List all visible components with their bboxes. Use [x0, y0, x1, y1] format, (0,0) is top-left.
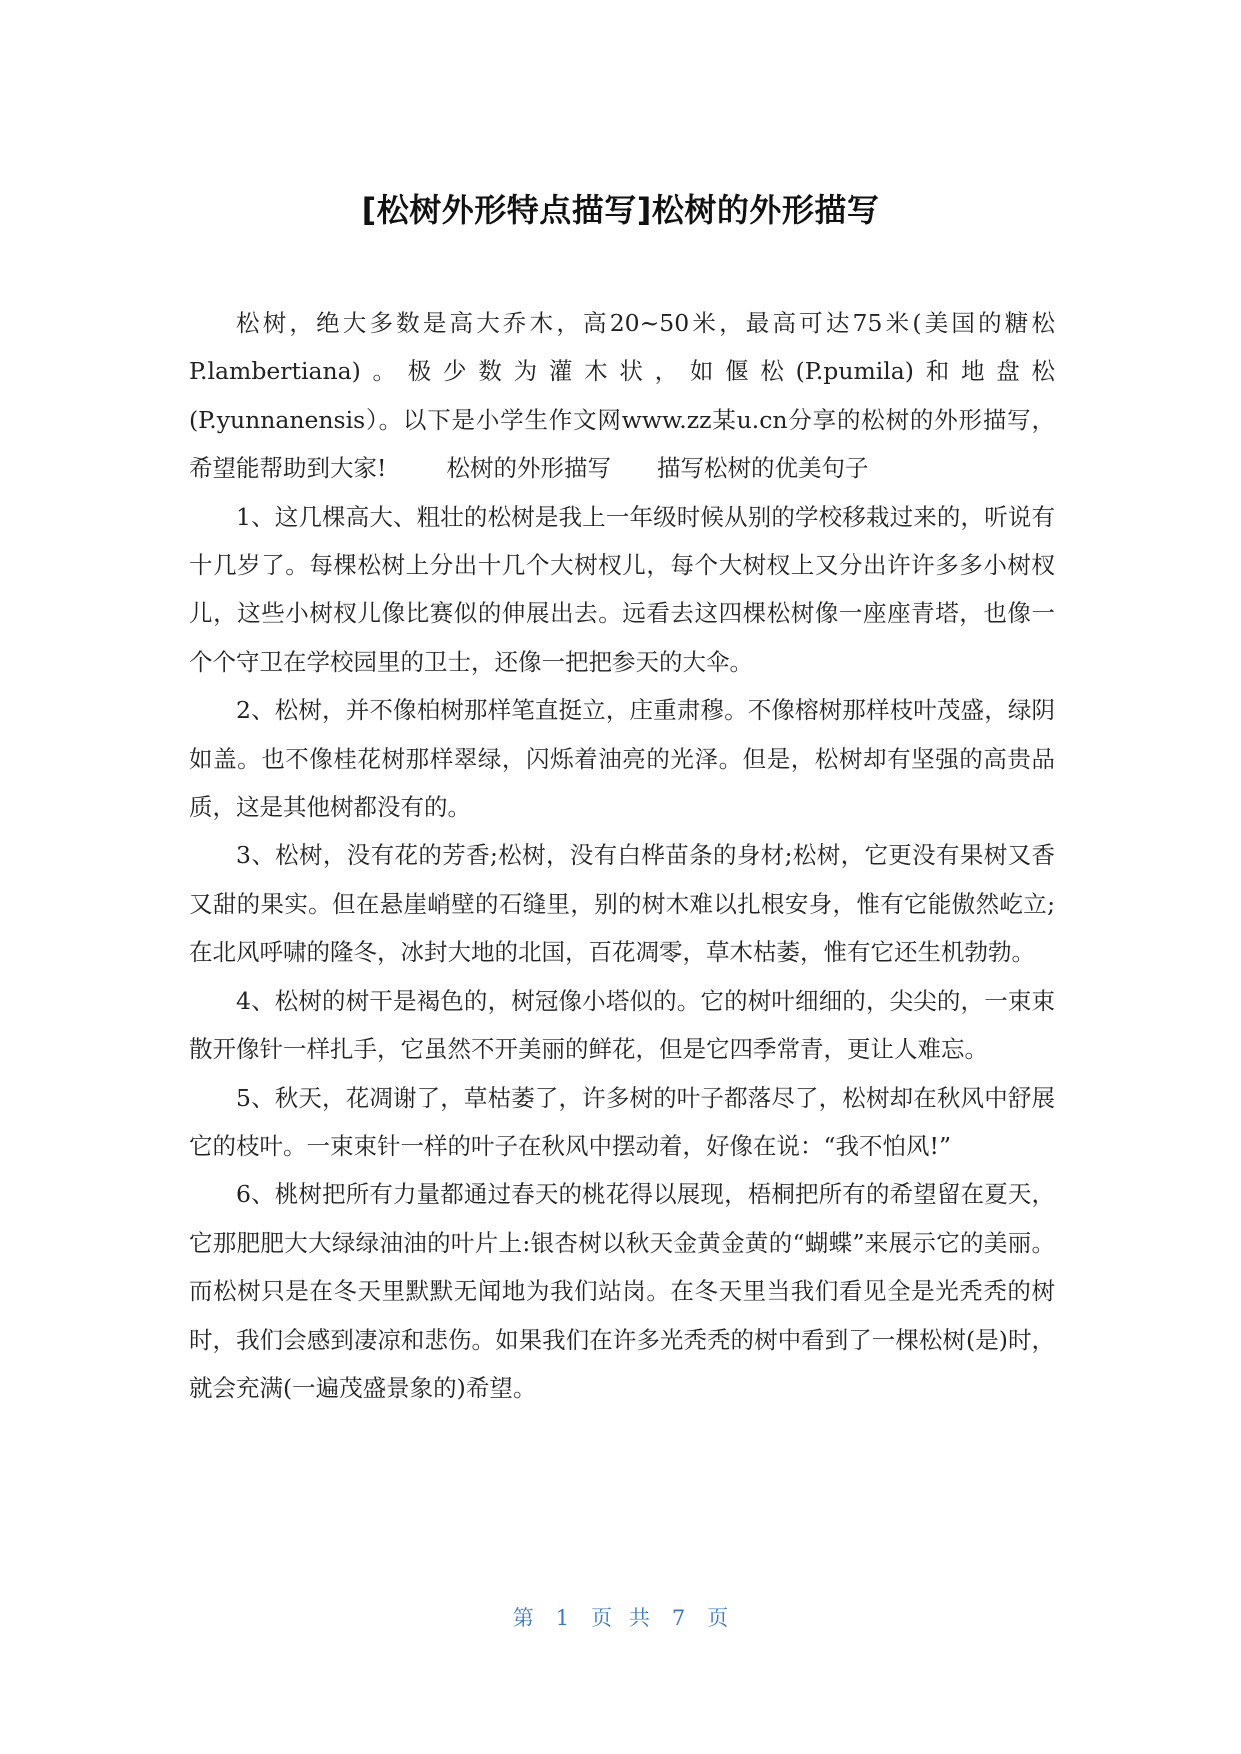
- related-link-pine-sentences[interactable]: 描写松树的优美句子: [656, 454, 869, 483]
- paragraph-1: 1、这几棵高大、粗壮的松树是我上一年级时候从别的学校移栽过来的，听说有十几岁了。每棵松树上分出十几个大树杈儿，每个大树杈上又分出许许多多小树杈儿，这些小树杈儿像比赛似的伸展出去。远看去这四棵松树像一座座青塔，也像一个个守卫在学校园里的卫士，还像一把把参天的大伞。: [189, 502, 1055, 676]
- intro-text: 松树，绝大多数是高大乔木，高20~50米，最高可达75米(美国的糖松P.lambertiana)。极少数为灌木状，如偃松(P.pumila)和地盘松(P.yunnanensis）。以下是小学生作文网www.zz某u.cn分享的松树的外形描写，希望能帮助到大家!: [189, 309, 1055, 483]
- paragraph-4: 4、松树的树干是褐色的，树冠像小塔似的。它的树叶细细的，尖尖的，一束束散开像针一样扎手，它虽然不开美丽的鲜花，但是它四季常青，更让人难忘。: [189, 986, 1055, 1064]
- paragraph-3: 3、松树，没有花的芳香;松树，没有白桦苗条的身材;松树，它更没有果树又香又甜的果实。但在悬崖峭壁的石缝里，别的树木难以扎根安身，惟有它能傲然屹立;在北风呼啸的隆冬，冰封大地的北国，百花凋零，草木枯萎，惟有它还生机勃勃。: [189, 841, 1055, 967]
- document-body: [189, 299, 1055, 1412]
- footer-label-end: 页: [707, 1606, 729, 1630]
- paragraph-2: 2、松树，并不像柏树那样笔直挺立，庄重肃穆。不像榕树那样枝叶茂盛，绿阴如盖。也不像桂花树那样翠绿，闪烁着油亮的光泽。但是，松树却有坚强的高贵品质，这是其他树都没有的。: [189, 696, 1055, 822]
- footer-total-pages: 7: [671, 1606, 686, 1630]
- page-footer: [0, 1603, 1241, 1633]
- footer-label-of: 页 共: [591, 1606, 650, 1630]
- paragraph-5: 5、秋天，花凋谢了，草枯萎了，许多树的叶子都落尽了，松树却在秋风中舒展它的枝叶。一束束针一样的叶子在秋风中摆动着，好像在说：“我不怕风!”: [189, 1083, 1055, 1160]
- footer-label-page: 第: [512, 1606, 534, 1630]
- paragraph-6: 6、桃树把所有力量都通过春天的桃花得以展现，梧桐把所有的希望留在夏天，它那肥肥大大绿绿油油的叶片上:银杏树以秋天金黄金黄的“蝴蝶”来展示它的美丽。而松树只是在冬天里默默无闻地为我们站岗。在冬天里当我们看见全是光秃秃的树时，我们会感到凄凉和悲伤。如果我们在许多光秃秃的树中看到了一棵松树(是)时，就会充满(一遍茂盛景象的)希望。: [189, 1180, 1055, 1402]
- intro-paragraph: [189, 299, 1055, 493]
- footer-current-page: 1: [555, 1606, 570, 1630]
- document-title: [松树外形特点描写]松树的外形描写: [361, 191, 880, 229]
- related-link-pine-description[interactable]: 松树的外形描写: [446, 454, 611, 483]
